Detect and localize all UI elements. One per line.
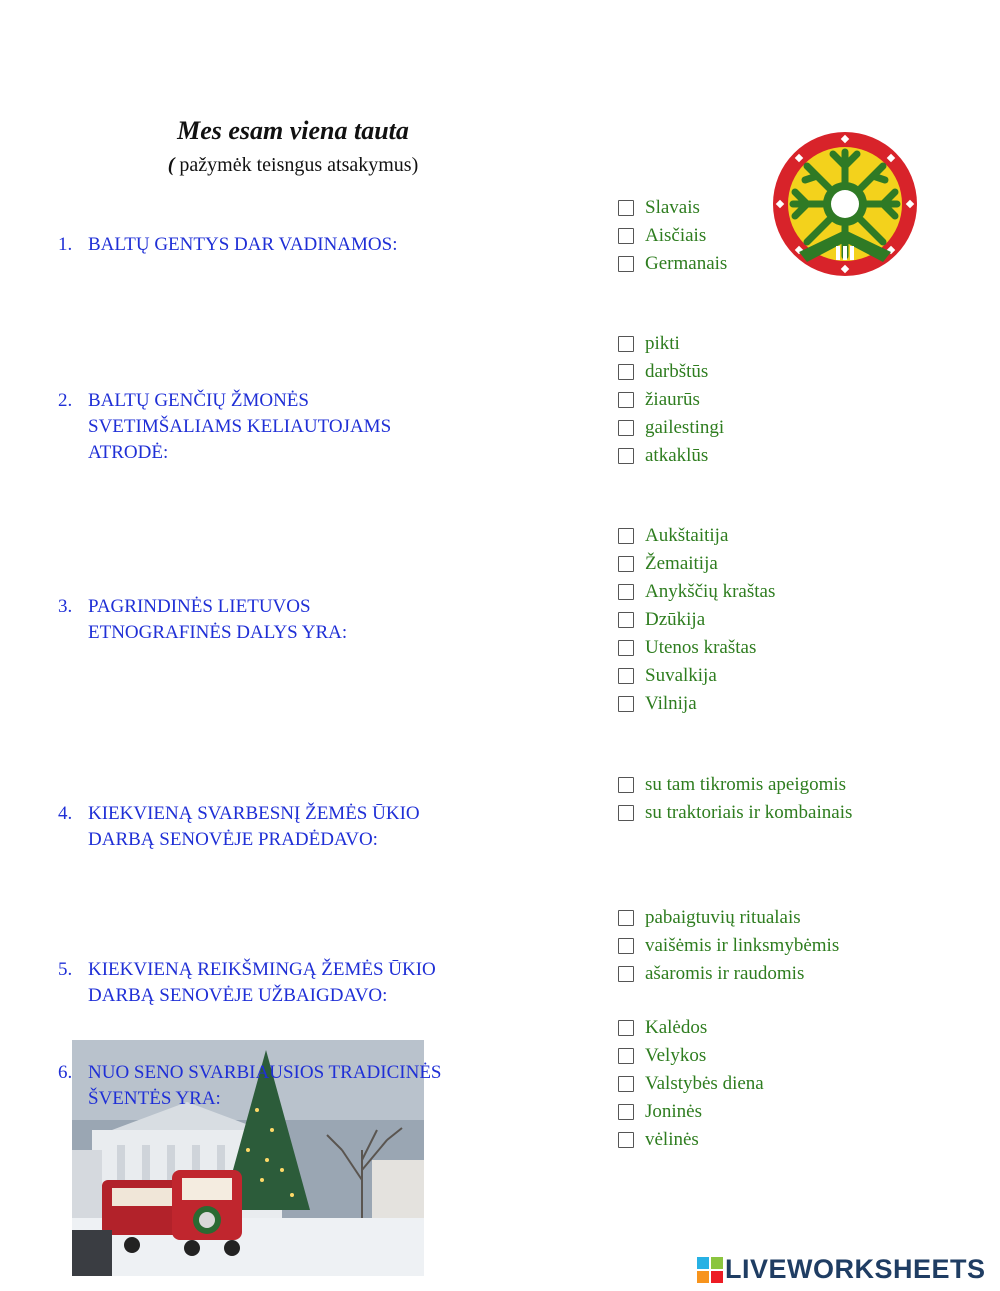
option-label: Germanais (645, 253, 728, 274)
folk-sun-emblem-icon (771, 130, 919, 278)
option-item[interactable] (618, 771, 852, 799)
option-item[interactable] (618, 606, 775, 634)
question-5 (58, 957, 458, 1009)
option-label: Suvalkija (645, 665, 717, 686)
checkbox[interactable] (618, 364, 634, 380)
option-item[interactable] (618, 690, 775, 718)
question-text: BALTŲ GENČIŲ ŽMONĖS SVETIMŠALIAMS KELIAUTOJAMS ATRODĖ: (88, 390, 392, 463)
option-item[interactable] (618, 578, 775, 606)
checkbox[interactable] (618, 1076, 634, 1092)
checkbox[interactable] (618, 448, 634, 464)
question-4 (58, 801, 458, 853)
question-number: 4. (58, 803, 73, 824)
option-label: Joninės (645, 1101, 702, 1122)
option-item[interactable] (618, 932, 839, 960)
question-text: PAGRINDINĖS LIETUVOS ETNOGRAFINĖS DALYS YRA: (88, 596, 348, 643)
option-label: Aisčiais (645, 225, 707, 246)
page-title: Mes esam viena tauta (177, 116, 409, 145)
option-item[interactable] (618, 799, 852, 827)
checkbox[interactable] (618, 228, 634, 244)
option-label: Žemaitija (645, 553, 718, 574)
option-item[interactable] (618, 1042, 764, 1070)
option-item[interactable] (618, 634, 775, 662)
checkbox[interactable] (618, 556, 634, 572)
option-label: darbštūs (645, 361, 709, 382)
option-label: atkaklūs (645, 445, 709, 466)
checkbox[interactable] (618, 256, 634, 272)
checkbox[interactable] (618, 938, 634, 954)
option-item[interactable] (618, 550, 775, 578)
option-label: pabaigtuvių ritualais (645, 907, 801, 928)
checkbox[interactable] (618, 200, 634, 216)
checkbox[interactable] (618, 1020, 634, 1036)
question-number: 1. (58, 234, 73, 255)
checkbox[interactable] (618, 777, 634, 793)
subtitle-paren: ( (167, 154, 175, 176)
option-item[interactable] (618, 1070, 764, 1098)
option-label: Utenos kraštas (645, 637, 757, 658)
checkbox[interactable] (618, 966, 634, 982)
checkbox[interactable] (618, 336, 634, 352)
options-question-1 (618, 194, 727, 278)
checkbox[interactable] (618, 420, 634, 436)
checkbox[interactable] (618, 584, 634, 600)
option-item[interactable] (618, 1098, 764, 1126)
question-number: 6. (58, 1062, 73, 1083)
liveworksheets-logo-icon (697, 1257, 723, 1283)
checkbox[interactable] (618, 1132, 634, 1148)
subtitle-text: pažymėk teisngus atsakymus) (174, 154, 419, 176)
options-question-3 (618, 522, 775, 718)
option-label: ašaromis ir raudomis (645, 963, 805, 984)
option-item[interactable] (618, 960, 839, 988)
options-question-4 (618, 771, 852, 827)
page-subtitle (0, 154, 586, 177)
option-item[interactable] (618, 662, 775, 690)
option-label: Slavais (645, 197, 700, 218)
option-item[interactable] (618, 1126, 764, 1154)
option-item[interactable] (618, 442, 724, 470)
checkbox[interactable] (618, 696, 634, 712)
option-label: Kalėdos (645, 1017, 708, 1038)
checkbox[interactable] (618, 528, 634, 544)
checkbox[interactable] (618, 1104, 634, 1120)
option-item[interactable] (618, 222, 727, 250)
checkbox[interactable] (618, 805, 634, 821)
option-label: su traktoriais ir kombainais (645, 802, 853, 823)
option-label: Vilnija (645, 693, 697, 714)
option-label: Anykščių kraštas (645, 581, 776, 602)
option-label: vaišėmis ir linksmybėmis (645, 935, 840, 956)
question-number: 5. (58, 959, 73, 980)
option-label: Aukštaitija (645, 525, 729, 546)
question-text: KIEKVIENĄ SVARBESNĮ ŽEMĖS ŪKIO DARBĄ SENOVĖJE PRADĖDAVO: (88, 803, 420, 850)
option-item[interactable] (618, 522, 775, 550)
question-6 (58, 1060, 458, 1112)
option-label: gailestingi (645, 417, 725, 438)
option-label: pikti (645, 333, 680, 354)
option-label: Valstybės diena (645, 1073, 764, 1094)
option-item[interactable] (618, 194, 727, 222)
checkbox[interactable] (618, 1048, 634, 1064)
question-text: BALTŲ GENTYS DAR VADINAMOS: (88, 234, 398, 255)
checkbox[interactable] (618, 392, 634, 408)
question-number: 2. (58, 390, 73, 411)
option-item[interactable] (618, 250, 727, 278)
option-item[interactable] (618, 1014, 764, 1042)
checkbox[interactable] (618, 668, 634, 684)
question-text: KIEKVIENĄ REIKŠMINGĄ ŽEMĖS ŪKIO DARBĄ SENOVĖJE UŽBAIGDAVO: (88, 959, 436, 1006)
checkbox[interactable] (618, 910, 634, 926)
option-item[interactable] (618, 386, 724, 414)
options-question-6 (618, 1014, 764, 1154)
option-item[interactable] (618, 414, 724, 442)
options-question-2 (618, 330, 724, 470)
question-1 (58, 232, 478, 258)
option-label: su tam tikromis apeigomis (645, 774, 847, 795)
question-2 (58, 388, 438, 466)
brand-name: LIVEWORKSHEETS (725, 1254, 986, 1284)
options-question-5 (618, 904, 839, 988)
question-text: NUO SENO SVARBIAUSIOS TRADICINĖS ŠVENTĖS YRA: (88, 1062, 442, 1109)
option-label: Velykos (645, 1045, 707, 1066)
option-item[interactable] (618, 904, 839, 932)
question-3 (58, 594, 388, 646)
option-label: vėlinės (645, 1129, 699, 1150)
option-item[interactable] (618, 330, 724, 358)
question-number: 3. (58, 596, 73, 617)
option-label: žiaurūs (645, 389, 700, 410)
checkbox[interactable] (618, 612, 634, 628)
option-item[interactable] (618, 358, 724, 386)
option-label: Dzūkija (645, 609, 706, 630)
liveworksheets-brand[interactable] (697, 1254, 986, 1285)
checkbox[interactable] (618, 640, 634, 656)
